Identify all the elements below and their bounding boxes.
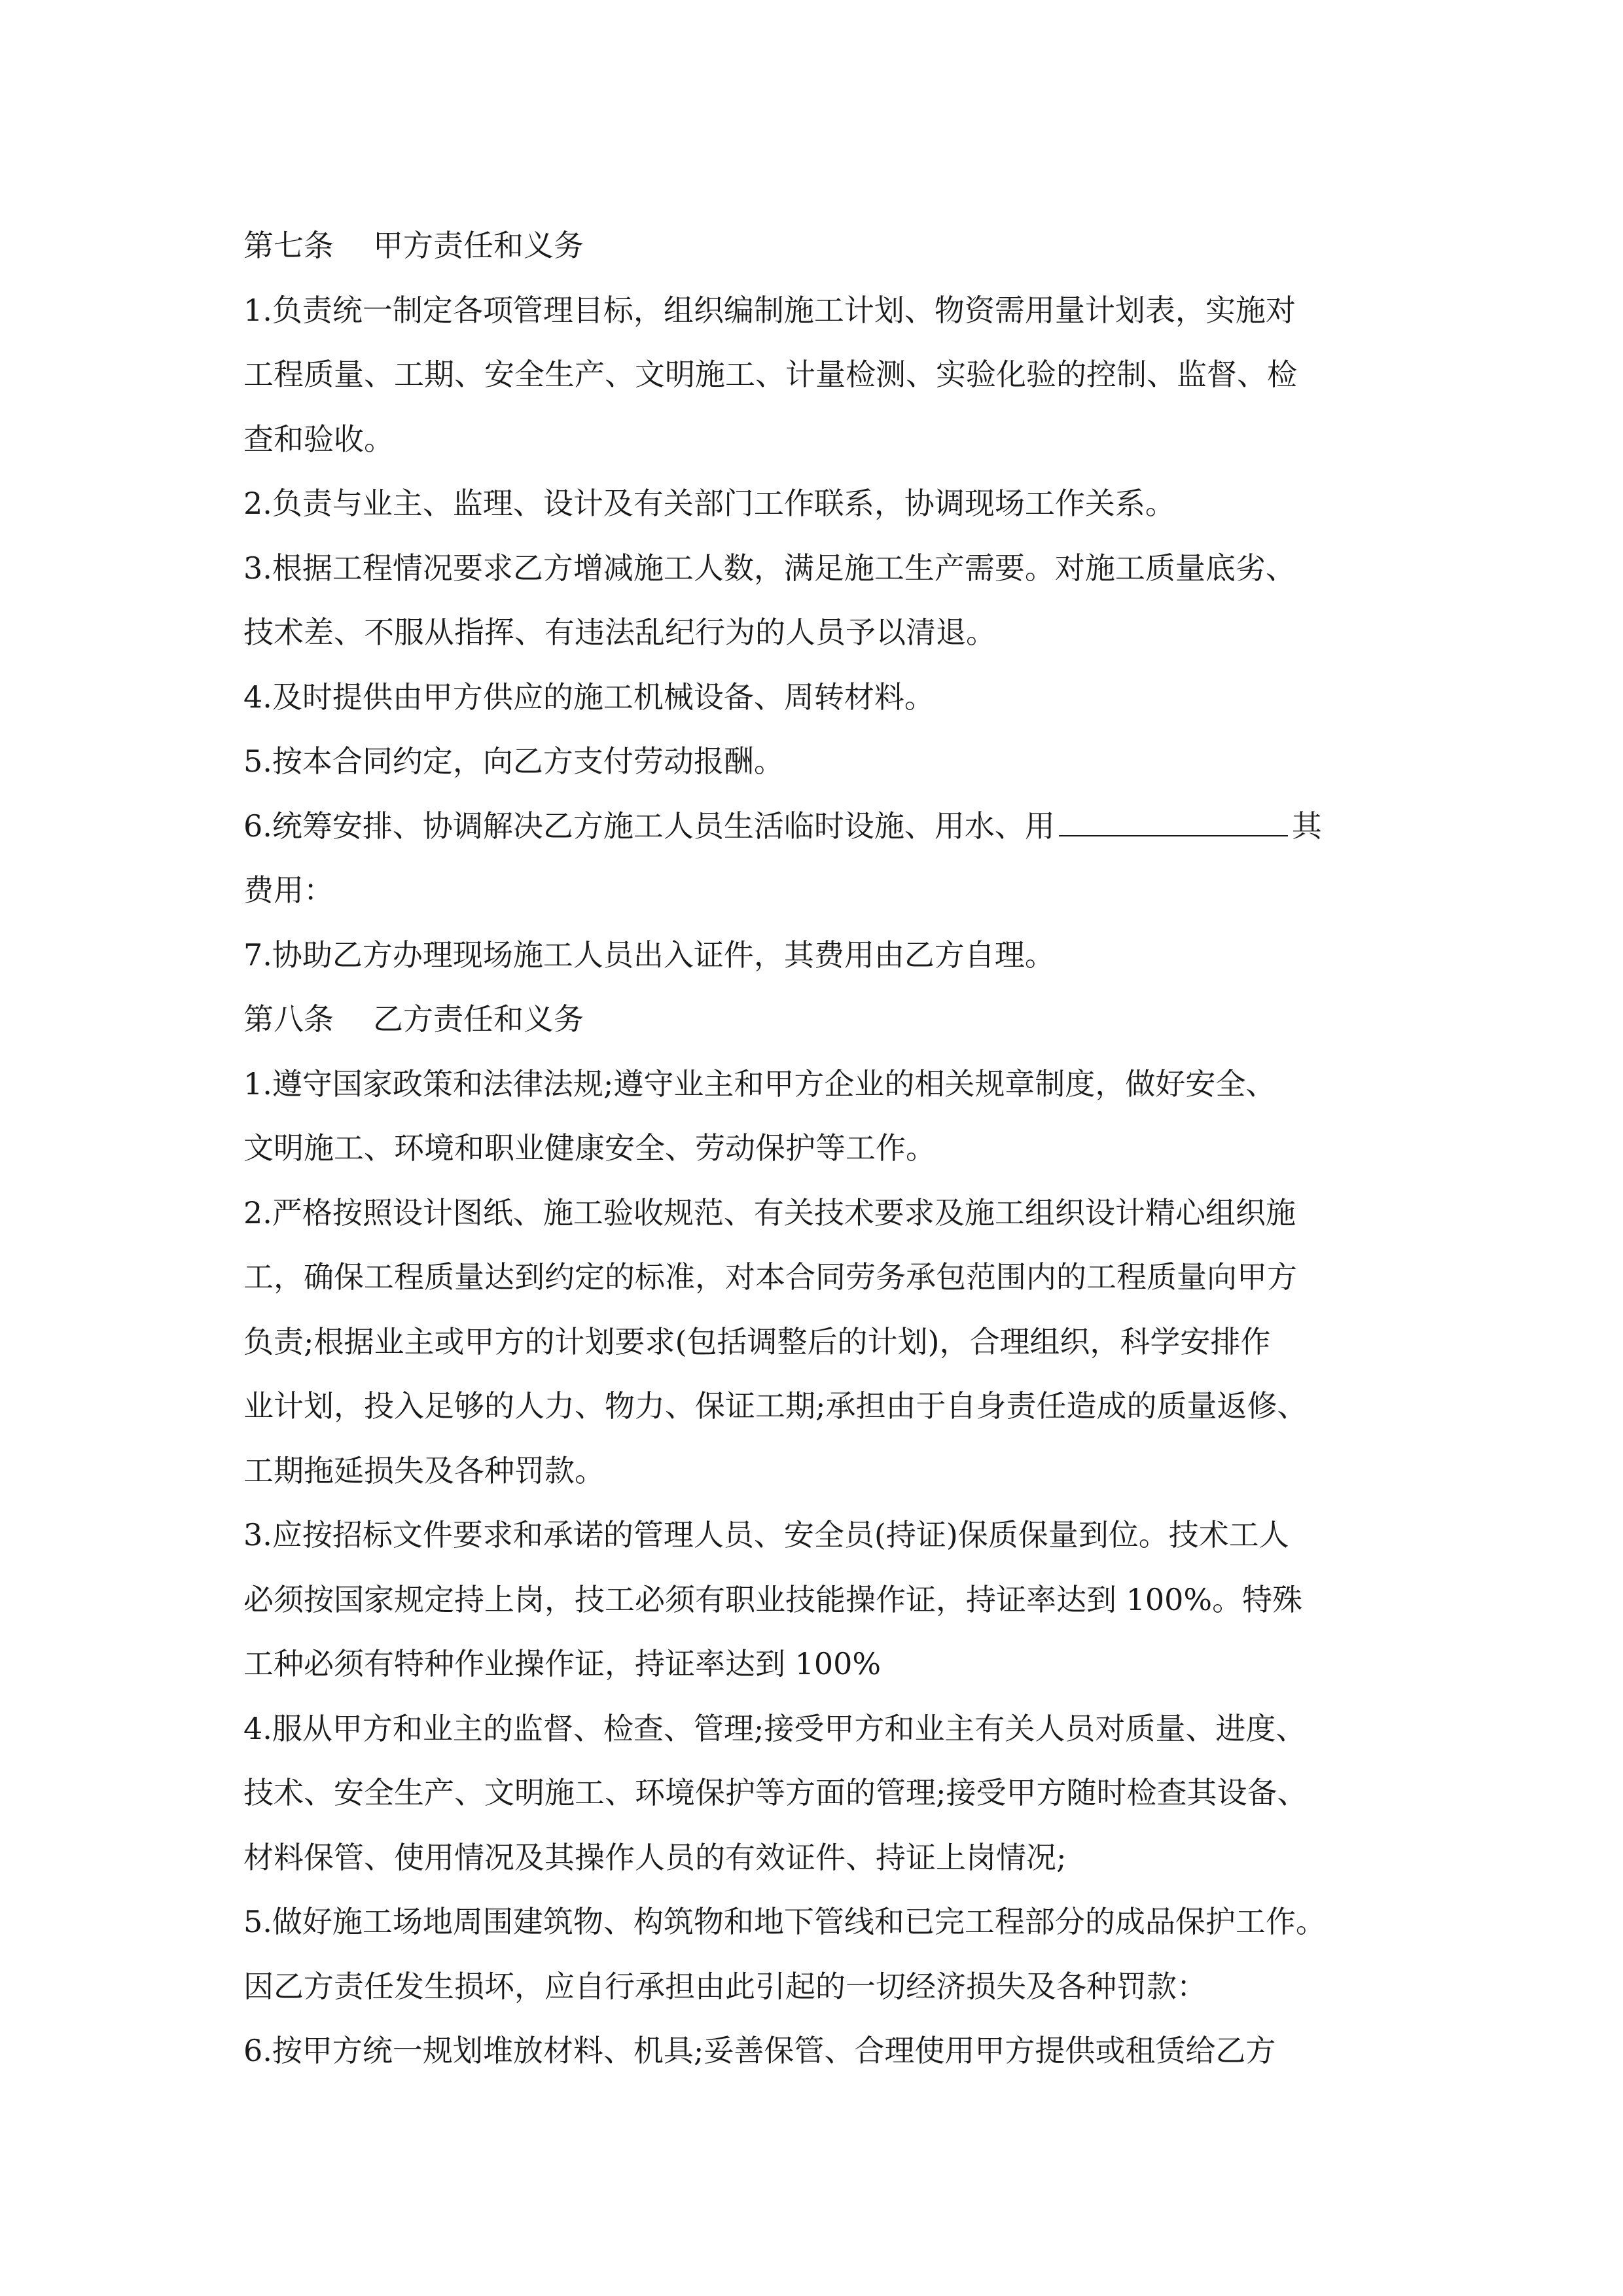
article-7-title: 甲方责任和义务: [373, 228, 584, 263]
text-line: 工程质量、工期、安全生产、文明施工、计量检测、实验化验的控制、监督、检: [243, 357, 1297, 392]
text-line: 5.按本合同约定，向乙方支付劳动报酬。: [243, 744, 784, 779]
text-line: 4.及时提供由甲方供应的施工机械设备、周转材料。: [243, 679, 935, 715]
article-8-title: 乙方责任和义务: [373, 1001, 584, 1037]
text-line: 3.根据工程情况要求乙方增减施工人数，满足施工生产需要。对施工质量底劣、: [243, 550, 1296, 586]
article-8-number: 第八条: [243, 1001, 334, 1037]
text-line: 工，确保工程质量达到约定的标准，对本合同劳务承包范围内的工程质量向甲方: [243, 1259, 1297, 1295]
article-7-item-6: [243, 794, 1398, 859]
item-6-text: 6.统筹安排、协调解决乙方施工人员生活临时设施、用水、用: [243, 808, 1055, 844]
text-line: 文明施工、环境和职业健康安全、劳动保护等工作。: [243, 1130, 936, 1166]
text-line: 工种必须有特种作业操作证，持证率达到 100%: [243, 1646, 882, 1681]
text-line: 1.遵守国家政策和法律法规;遵守业主和甲方企业的相关规章制度，做好安全、: [243, 1066, 1276, 1102]
text-line: 7.协助乙方办理现场施工人员出入证件，其费用由乙方自理。: [243, 937, 1055, 973]
text-line: 负责;根据业主或甲方的计划要求(包括调整后的计划)，合理组织，科学安排作: [243, 1323, 1271, 1359]
text-line: 业计划，投入足够的人力、物力、保证工期;承担由于自身责任造成的质量返修、: [243, 1388, 1308, 1424]
text-line: 2.严格按照设计图纸、施工验收规范、有关技术要求及施工组织设计精心组织施: [243, 1194, 1296, 1230]
contract-text: [243, 213, 1398, 2083]
text-line: 技术、安全生产、文明施工、环境保护等方面的管理;接受甲方随时检查其设备、: [243, 1775, 1308, 1810]
article-7-heading: [243, 213, 1398, 278]
fill-in-blank: [1059, 802, 1288, 836]
text-line: 3.应按招标文件要求和承诺的管理人员、安全员(持证)保质保量到位。技术工人: [243, 1517, 1289, 1552]
text-line: 技术差、不服从指挥、有违法乱纪行为的人员予以清退。: [243, 615, 996, 650]
text-line: 2.负责与业主、监理、设计及有关部门工作联系，协调现场工作关系。: [243, 486, 1175, 521]
text-line: 查和验收。: [243, 421, 394, 457]
text-line: 4.服从甲方和业主的监督、检查、管理;接受甲方和业主有关人员对质量、进度、: [243, 1710, 1306, 1746]
item-6-text-end: 其: [1291, 808, 1322, 844]
text-line: 费用：: [243, 872, 334, 908]
text-line: 1.负责统一制定各项管理目标，组织编制施工计划、物资需用量计划表，实施对: [243, 292, 1296, 328]
text-line: 必须按国家规定持上岗，技工必须有职业技能操作证，持证率达到 100%。特殊: [243, 1581, 1303, 1617]
article-8-heading: [243, 987, 1398, 1052]
text-line: 因乙方责任发生损坏，应自行承担由此引起的一切经济损失及各种罚款：: [243, 1968, 1207, 2004]
article-7-number: 第七条: [243, 228, 334, 263]
text-line: 工期拖延损失及各种罚款。: [243, 1452, 605, 1488]
text-line: 6.按甲方统一规划堆放材料、机具;妥善保管、合理使用甲方提供或租赁给乙方: [243, 2033, 1276, 2068]
text-line: 5.做好施工场地周围建筑物、构筑物和地下管线和已完工程部分的成品保护工作。: [243, 1904, 1326, 1939]
text-line: 材料保管、使用情况及其操作人员的有效证件、持证上岗情况;: [243, 1839, 1067, 1875]
